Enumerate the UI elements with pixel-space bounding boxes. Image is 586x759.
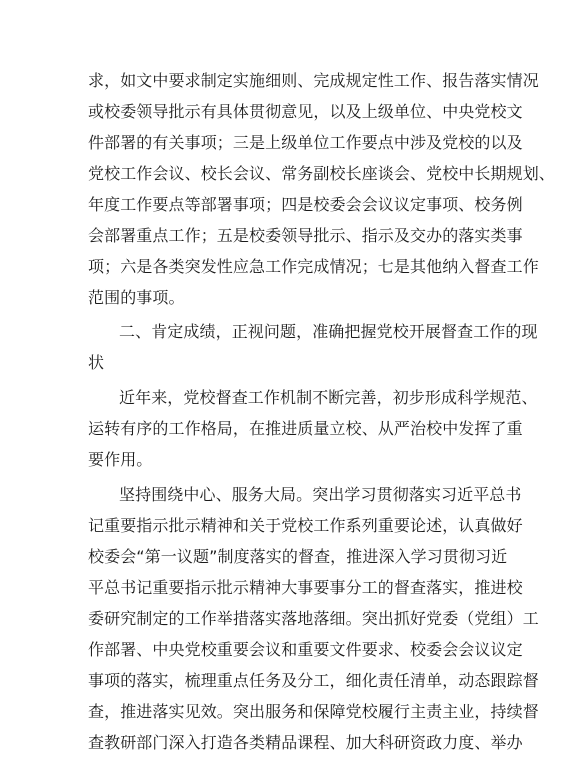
text-line: 坚持围绕中心、服务大局。突出学习贯彻落实习近平总书	[119, 485, 522, 504]
text-line: 件部署的有关事项；三是上级单位工作要点中涉及党校的以及	[88, 133, 523, 152]
text-line: 校委会“第一议题”制度落实的督查，推进深入学习贯彻习近	[88, 547, 508, 566]
text-line: 记重要指示批示精神和关于党校工作系列重要论述，认真做好	[88, 516, 523, 535]
text-line: 或校委领导批示有具体贯彻意见，以及上级单位、中央党校文	[88, 102, 523, 121]
text-line: 会部署重点工作；五是校委领导批示、指示及交办的落实类事	[88, 226, 523, 245]
text-line: 作部署、中央党校重要会议和重要文件要求、校委会会议议定	[88, 640, 523, 659]
text-line: 委研究制定的工作举措落实落地落细。突出抓好党委（党组）工	[88, 609, 539, 628]
text-line: 党校工作会议、校长会议、常务副校长座谈会、党校中长期规划、	[88, 164, 555, 183]
text-line: 近年来，党校督查工作机制不断完善，初步形成科学规范、	[119, 388, 538, 407]
text-line: 查，推进落实见效。突出服务和保障党校履行主责主业，持续督	[88, 702, 539, 721]
text-line: 运转有序的工作格局，在推进质量立校、从严治校中发挥了重	[88, 419, 523, 438]
text-line: 查教研部门深入打造各类精品课程、加大科研资政力度、举办	[88, 733, 523, 752]
section-heading-continued: 状	[88, 353, 105, 372]
text-line: 事项的落实，梳理重点任务及分工，细化责任清单，动态跟踪督	[88, 671, 539, 690]
section-heading: 二、肯定成绩，正视问题，准确把握党校开展督查工作的现	[119, 322, 538, 341]
text-line: 平总书记重要指示批示精神大事要事分工的督查落实，推进校	[88, 578, 523, 597]
text-line: 年度工作要点等部署事项；四是校委会会议议定事项、校务例	[88, 195, 523, 214]
text-line: 求，如文中要求制定实施细则、完成规定性工作、报告落实情况	[88, 71, 539, 90]
text-line: 项；六是各类突发性应急工作完成情况；七是其他纳入督查工作	[88, 257, 539, 276]
text-line: 范围的事项。	[88, 288, 185, 307]
text-line: 要作用。	[88, 450, 153, 469]
